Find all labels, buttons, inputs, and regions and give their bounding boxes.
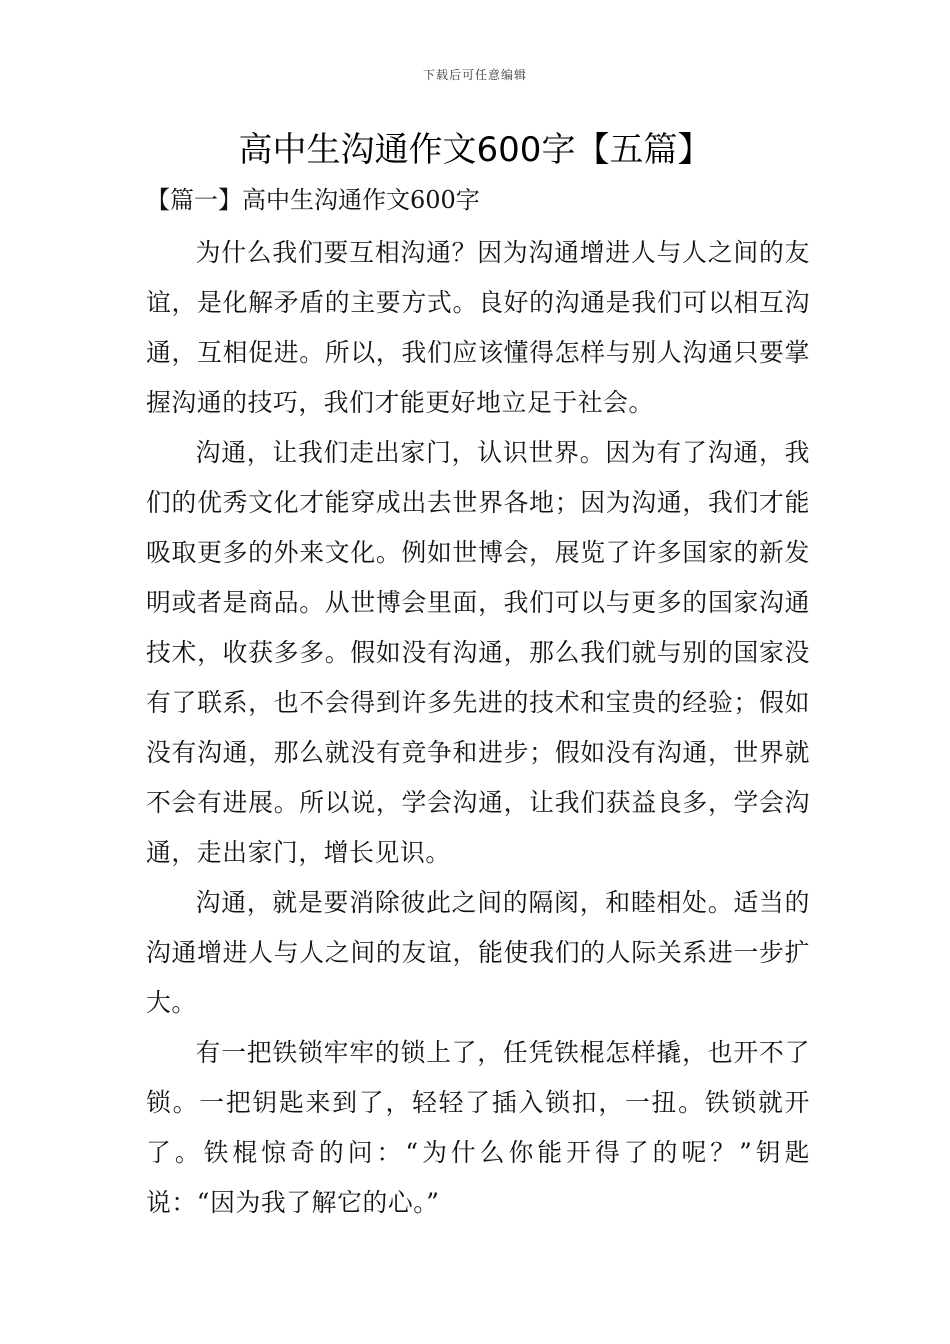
- article-body: [146, 228, 810, 1228]
- paragraph-2: 沟通，让我们走出家门，认识世界。因为有了沟通，我们的优秀文化才能穿成出去世界各地；因为沟通，我们才能吸取更多的外来文化。例如世博会，展览了许多国家的新发明或者是商品。从世博会里面，我们可以与更多的国家沟通技术，收获多多。假如没有沟通，那么我们就与别的国家没有了联系，也不会得到许多先进的技术和宝贵的经验；假如没有沟通，那么就没有竞争和进步；假如没有沟通，世界就不会有进展。所以说，学会沟通，让我们获益良多，学会沟通，走出家门，增长见识。: [146, 438, 810, 867]
- paragraph-1: 为什么我们要互相沟通？因为沟通增进人与人之间的友谊，是化解矛盾的主要方式。良好的沟通是我们可以相互沟通，互相促进。所以，我们应该懂得怎样与别人沟通只要掌握沟通的技巧，我们才能更好地立足于社会。: [146, 238, 810, 417]
- document-title: 高中生沟通作文600字【五篇】: [238, 130, 712, 170]
- paragraph-3: 沟通，就是要消除彼此之间的隔阂，和睦相处。适当的沟通增进人与人之间的友谊，能使我们的人际关系进一步扩大。: [146, 888, 810, 1017]
- header-note: 下载后可任意编辑: [422, 68, 527, 82]
- paragraph-4: 有一把铁锁牢牢的锁上了，任凭铁棍怎样撬，也开不了锁。一把钥匙来到了，轻轻了插入锁扣，一扭。铁锁就开了。铁棍惊奇的问：“为什么你能开得了的呢？”钥匙说：“因为我了解它的心。”: [146, 1038, 810, 1217]
- section-heading: 【篇一】高中生沟通作文600字: [146, 186, 480, 214]
